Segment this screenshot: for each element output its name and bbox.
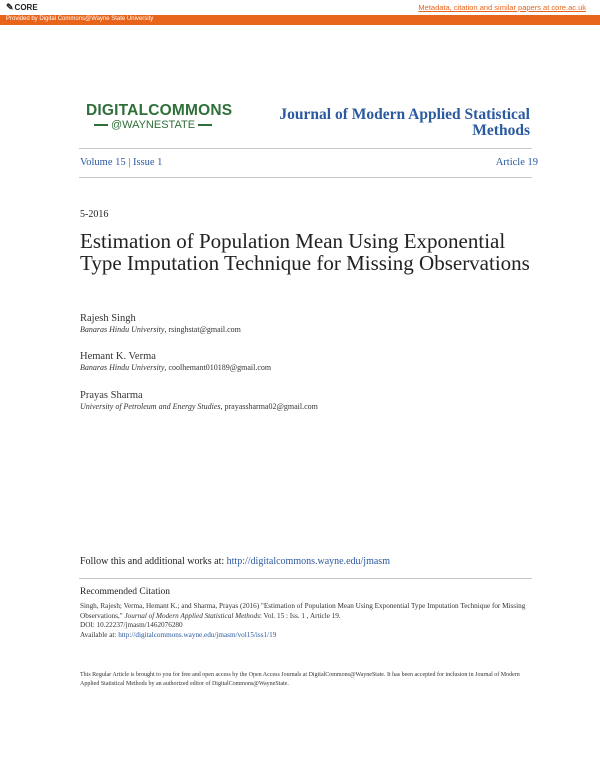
logo-line1: DIGITALCOMMONS [86, 102, 233, 119]
author-email: coolhemant010189@gmail.com [168, 363, 272, 372]
affiliation-text: University of Petroleum and Energy Studies [80, 402, 221, 411]
logo-dash-left [94, 124, 108, 126]
divider-citation [79, 578, 532, 579]
footer-note: This Regular Article is brought to you for free and open access by the Open Access Journals at DigitalCommons@WayneState. It has been accepted for inclusion in Journal of Modern Applied Statistical Methods by an authorized editor of DigitalCommons@WayneState. [80, 672, 520, 687]
citation-available-label: Available at: [80, 630, 117, 639]
logo-line2: @WAYNESTATE [110, 119, 196, 131]
author-affiliation: Banaras Hindu University, coolhemant010189@gmail.com [80, 363, 272, 372]
author-email: rsinghstat@gmail.com [168, 325, 241, 334]
logo-dash-right [198, 124, 212, 126]
divider-bottom [79, 177, 532, 178]
author-block [80, 389, 318, 412]
author-affiliation: University of Petroleum and Energy Studies, prayassharma02@gmail.com [80, 402, 318, 411]
core-logo[interactable] [6, 2, 38, 13]
author-name[interactable]: Rajesh Singh [80, 313, 136, 324]
volume-issue-link[interactable]: Volume 15 | Issue 1 [80, 157, 163, 168]
citation-part2: : Vol. 15 : Iss. 1 , Article 19. [259, 611, 341, 620]
affiliation-text: Banaras Hindu University [80, 325, 165, 334]
digitalcommons-logo[interactable] [86, 102, 233, 132]
logo-line2-row [86, 118, 220, 132]
citation-available-link[interactable]: http://digitalcommons.wayne.edu/jmasm/vol15/iss1/19 [118, 630, 277, 639]
follow-link[interactable]: http://digitalcommons.wayne.edu/jmasm [226, 556, 390, 567]
provided-by-text: Provided by Digital Commons@Wayne State University [6, 16, 154, 22]
core-header-bar [0, 0, 600, 14]
article-number-link[interactable]: Article 19 [495, 157, 538, 168]
provided-by-bar [0, 15, 600, 25]
author-name[interactable]: Prayas Sharma [80, 390, 143, 401]
affiliation-text: Banaras Hindu University [80, 363, 165, 372]
core-logo-text: CORE [14, 3, 38, 12]
follow-line [80, 556, 390, 567]
author-name[interactable]: Hemant K. Verma [80, 351, 156, 362]
citation-part1: Singh, Rajesh; Verma, Hemant K.; and Sharma, Prayas (2016) "Estimation of Population Mean Using Exponential Type Imputation Technique for Missing Observations," [80, 602, 526, 620]
citation-journal: Journal of Modern Applied Statistical Methods [124, 611, 260, 620]
author-affiliation: Banaras Hindu University, rsinghstat@gmail.com [80, 325, 241, 334]
core-metadata-link[interactable]: Metadata, citation and similar papers at core.ac.uk [418, 3, 586, 12]
citation-text [80, 602, 530, 640]
author-block [80, 350, 271, 373]
author-block [80, 312, 241, 335]
author-email: prayassharma02@gmail.com [224, 402, 318, 411]
publication-date: 5-2016 [80, 209, 109, 220]
recommended-citation-label: Recommended Citation [80, 587, 170, 597]
divider-top [79, 148, 532, 149]
core-logo-icon: ✎ [6, 2, 14, 12]
article-title: Estimation of Population Mean Using Exponential Type Imputation Technique for Missing Observations [80, 229, 530, 275]
citation-doi: DOI: 10.22237/jmasm/1462076280 [80, 621, 183, 629]
follow-text: Follow this and additional works at: [80, 556, 225, 567]
journal-title[interactable]: Journal of Modern Applied Statistical Methods [279, 106, 530, 139]
